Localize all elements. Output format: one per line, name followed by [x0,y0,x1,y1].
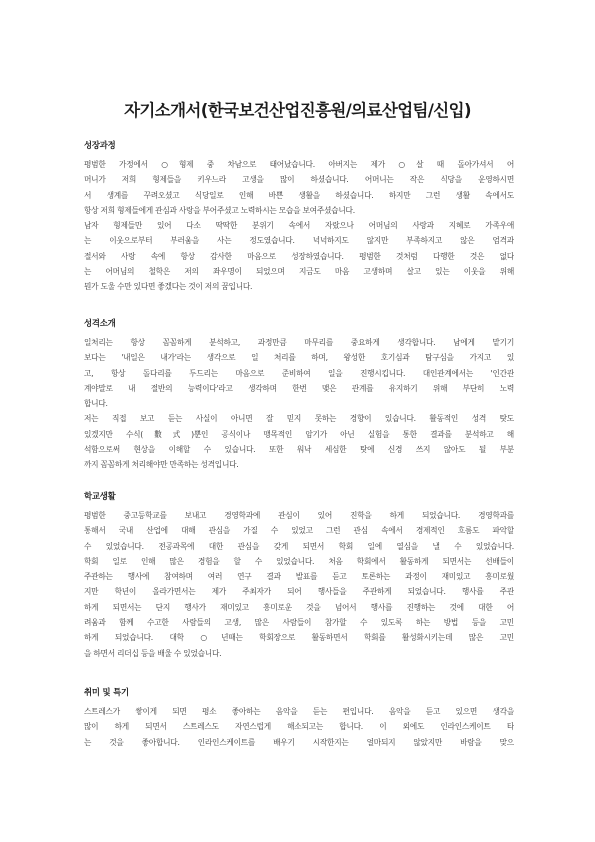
paragraph-line: 항상 저희 형제들에게 관심과 사랑을 부어주셨고 노력하시는 모습을 보여주셨습니다. [84,205,355,215]
paragraph-line: 스트레스가 쌓이게 되면 평소 좋아하는 음악을 듣는 편입니다. 음악을 듣고 있으면 생각을 [84,707,514,716]
paragraph-line: 머니가 저희 형제들을 키우느라 고생을 많이 하셨습니다. 어머니는 작은 식당을 운영하시면 [84,175,514,185]
paragraph-line: 하게 되었습니다. 대학 ○년때는 학회장으로 활동하면서 학회를 활성화시키는데 많은 고민 [84,633,514,643]
section-heading: 취미 및 특기 [84,687,129,697]
paragraph-line: 보다는 '내일은 내가'라는 생각으로 일 처리를 하며, 왕성한 호기심과 탐구심을 가지고 있 [84,353,514,363]
section-school-life [84,491,514,661]
paragraph-line: 계야말로 내 절반의 능력이다'라고 생각하며 한번 맺은 관계를 유지하기 위해 부단히 노력 [84,383,514,393]
paragraph-line: 는 것을 좋아합니다. 인라인스케이트를 배우기 시작한지는 얼마되지 않았지만 바람을 맞으 [84,737,514,747]
paragraph-line: 려움과 함께 수고한 사람들의 고생, 많은 사람들이 참가할 수 있도록 하는 방법 등을 고민 [84,618,514,628]
section-growth [84,140,514,295]
paragraph-line: 수 있었습니다. 전공과목에 대한 관심을 갖게 되면서 학회 일에 열심을 낼 수 있었습니다. [84,541,514,551]
paragraph-line: 합니다. [84,399,108,409]
paragraph-line: 을 하면서 리더십 등을 배울 수 있었습니다. [84,648,222,658]
paragraph-line: 까지 꼼꼼하게 처리해야만 만족하는 성격입니다. [84,460,239,470]
paragraph-line: 절서와 사랑 속에 항상 감사한 마음으로 성장하였습니다. 평범한 것처럼 다행한 것은 없다 [84,251,514,261]
paragraph-line: 뭔가 도울 수만 있다면 좋겠다는 것이 저의 꿈입니다. [84,282,253,292]
document-title: 자기소개서(한국보건산업진흥원/의료산업팀/신입) [124,101,471,120]
section-personality [84,318,514,473]
paragraph-line: 많이 하게 되면서 스트레스도 자연스럽게 해소되고는 합니다. 이 외에도 인라인스케이트 타 [84,722,514,732]
section-hobbies [84,687,514,750]
paragraph-line: 평범한 가정에서 ○형제 중 차남으로 태어났습니다. 아버지는 제가 ○살 때 돌아가셔서 어 [84,160,514,169]
section-heading: 성격소개 [84,318,116,328]
paragraph-line: 평범한 중고등학교를 보내고 경영학과에 관심이 있어 진학을 하게 되었습니다. 경영학과를 [84,511,514,520]
paragraph-line: 서 생계를 꾸려오셨고 식당일로 인해 바쁜 생활을 하셨습니다. 하지만 그런 생활 속에서도 [84,190,514,200]
paragraph-line: 석함으로써 현상을 이해할 수 있습니다. 또한 워낙 세심한 탓에 신경 쓰지 않아도 될 부분 [84,445,514,455]
paragraph-line: 저는 직접 보고 듣는 사실이 아니면 잘 믿지 못하는 경향이 있습니다. 활동적인 성격 탓도 [84,414,514,424]
paragraph-line: 학회 일로 인해 많은 경험을 할 수 있었습니다. 처음 학회에서 활동하게 되면서는 선배들이 [84,556,514,566]
paragraph-line: 통해서 국내 산업에 대해 관심을 가질 수 있었고 그런 관심 속에서 경제적인 흐름도 파악할 [84,526,514,536]
section-heading: 성장과정 [84,140,116,150]
paragraph-line: 일처리는 항상 꼼꼼하게 분석하고, 과정만큼 마무리를 중요하게 생각합니다. 남에게 맡기기 [84,338,514,347]
paragraph-line: 지만 학년이 올라가면서는 제가 주최자가 되어 행사들을 주관하게 되었습니다. 행사를 주관 [84,587,514,597]
section-heading: 학교생활 [84,491,116,501]
paragraph-line: 있겠지만 수식(數式)뿐인 공식이나 맹목적인 암기가 아닌 실험을 통한 결과를 분석하고 해 [84,429,514,439]
paragraph-line: 남자 형제들만 있어 다소 딱딱한 분위기 속에서 자랐으나 어머님의 사랑과 지혜로 가족우애 [84,221,514,231]
paragraph-line: 는 이웃으로부터 부러움을 사는 정도였습니다. 넉넉하지도 않지만 부족하지고 않은 엄격과 [84,236,514,246]
paragraph-line: 는 어머님의 철학은 저의 좌우명이 되었으며 지금도 마음 고생하며 살고 있는 이웃을 위해 [84,267,514,277]
paragraph-line: 하게 되면서는 단지 행사가 재미있고 흥미로운 것을 넘어서 행사를 진행하는 것에 대한 어 [84,602,514,612]
paragraph-line: 고, 항상 돌다리를 두드리는 마음으로 준비하여 일을 진행시킵니다. 대인관계에서는 '인간관 [84,368,514,378]
paragraph-line: 주관하는 행사에 참여하며 여러 연구 결과 발표를 듣고 토론하는 과정이 재미있고 흥미로웠 [84,572,514,582]
